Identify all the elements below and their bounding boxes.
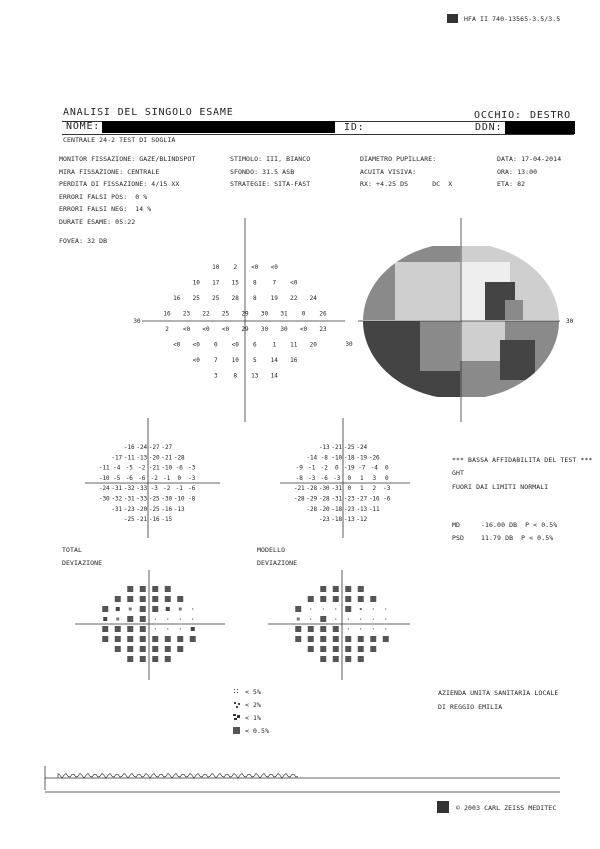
threshold-value: 0 xyxy=(213,341,218,349)
total-dev-value: -6 xyxy=(138,474,146,482)
exam-time: ORA: 13:00 xyxy=(497,168,538,176)
device-code: HFA II 740-13565-3.5/3.5 xyxy=(464,15,561,23)
pattern-dev-value: 0 xyxy=(384,464,389,472)
pattern-dev-value: -19 xyxy=(356,454,368,462)
threshold-value: <0 xyxy=(221,325,230,333)
total-dev-value: -15 xyxy=(161,516,173,524)
pattern-dev-value: -31 xyxy=(331,485,343,493)
false-neg-errors: ERRORI FALSI NEG: 14 % xyxy=(59,205,152,213)
pattern-dev-value: -21 xyxy=(331,443,343,451)
threshold-value: 14 xyxy=(270,372,278,380)
threshold-value: 16 xyxy=(173,294,181,302)
total-dev-value: -25 xyxy=(148,505,160,513)
threshold-value: 29 xyxy=(241,325,249,333)
pattern-dev-value: -28 xyxy=(318,495,330,503)
psd-label: PSD xyxy=(452,534,465,542)
total-dev-value: -32 xyxy=(111,495,123,503)
threshold-value: 30 xyxy=(280,325,288,333)
legend-05: < 0.5% xyxy=(245,727,270,735)
pattern-dev-value: -6 xyxy=(320,474,328,482)
pattern-dev-value: -3 xyxy=(308,474,316,482)
ght-value: FUORI DAI LIMITI NORMALI xyxy=(452,483,549,491)
pattern-dev-value: -6 xyxy=(383,495,391,503)
total-dev-value: -27 xyxy=(148,443,160,451)
total-dev-value: -20 xyxy=(136,505,148,513)
pattern-dev-value: -23 xyxy=(343,505,355,513)
total-dev-value: -16 xyxy=(123,443,135,451)
total-dev-value: -1 xyxy=(163,474,171,482)
legend-5: < 5% xyxy=(245,688,262,696)
threshold-value: 8 xyxy=(233,372,238,380)
total-dev-value: -20 xyxy=(148,454,160,462)
total-dev-value: -17 xyxy=(111,454,123,462)
pattern-dev-value: 0 xyxy=(384,474,389,482)
threshold-value: 1 xyxy=(272,341,277,349)
ght-label: GHT xyxy=(452,469,465,477)
threshold-value: 17 xyxy=(212,279,220,287)
threshold-value: 7 xyxy=(272,279,277,287)
total-dev-value: -5 xyxy=(125,464,133,472)
pattern-dev-value: -28 xyxy=(306,485,318,493)
pattern-dev-value: -18 xyxy=(331,505,343,513)
total-dev-value: -8 xyxy=(188,495,196,503)
strategy: STRATEGIE: SITA-FAST xyxy=(230,180,311,188)
pattern-dev-value: -3 xyxy=(383,485,391,493)
threshold-value: 31 xyxy=(280,310,288,318)
total-dev-value: -10 xyxy=(98,474,110,482)
legend-2: < 2% xyxy=(245,701,262,709)
pattern-dev-value: -8 xyxy=(295,474,303,482)
threshold-value: <0 xyxy=(299,325,308,333)
threshold-value: 10 xyxy=(212,263,220,271)
zeiss-logo-icon xyxy=(437,801,449,813)
total-dev-value: -27 xyxy=(161,443,173,451)
pupil-diameter: DIAMETRO PUPILLARE: xyxy=(360,155,437,163)
pattern-dev-value: -1 xyxy=(308,464,316,472)
total-dev-value: -2 xyxy=(163,485,171,493)
threshold-value: 30 xyxy=(260,325,269,333)
threshold-value: <0 xyxy=(192,356,200,364)
total-dev-value: -24 xyxy=(136,443,148,451)
pattern-dev-value: -9 xyxy=(295,464,303,472)
pattern-dev-value: -24 xyxy=(356,443,368,451)
pattern-dev-value: 0 xyxy=(334,464,339,472)
threshold-value: <0 xyxy=(192,341,200,349)
patient-age: ETA: 82 xyxy=(497,180,526,188)
fixation-target: MIRA FISSAZIONE: CENTRALE xyxy=(59,168,160,176)
threshold-value: 5 xyxy=(252,356,257,364)
pattern-dev-value: -2 xyxy=(320,464,328,472)
pattern-dev-value: -31 xyxy=(331,495,343,503)
total-dev-value: -30 xyxy=(98,495,110,503)
pattern-dev-value: -19 xyxy=(343,464,355,472)
exam-date: DATA: 17-04-2014 xyxy=(497,155,562,163)
total-dev-value: -3 xyxy=(188,464,196,472)
refraction: RX: +4.25 DS DC X xyxy=(360,180,453,188)
pattern-dev-value: -26 xyxy=(368,454,380,462)
pattern-dev-value: 2 xyxy=(372,485,377,493)
total-dev-value: -25 xyxy=(148,495,160,503)
threshold-value: <0 xyxy=(270,263,278,271)
pattern-dev-value: -3 xyxy=(333,474,341,482)
threshold-value: 10 xyxy=(231,356,239,364)
total-dev-value: -31 xyxy=(111,505,123,513)
total-dev-value: -10 xyxy=(161,464,173,472)
total-dev-value: -13 xyxy=(136,454,148,462)
id-label: ID: xyxy=(344,122,365,133)
threshold-axis-label: 30 xyxy=(133,318,141,325)
total-dev-value: -13 xyxy=(173,505,185,513)
pattern-dev-value: -21 xyxy=(293,485,305,493)
pattern-dev-value: -14 xyxy=(306,454,318,462)
copyright: © 2003 CARL ZEISS MEDITEC xyxy=(456,804,557,812)
threshold-value: 2 xyxy=(165,325,169,333)
total-dev-value: -21 xyxy=(148,464,160,472)
total-dev-value: -3 xyxy=(150,485,158,493)
pattern-dev-value: -20 xyxy=(318,505,330,513)
test-duration: DURATE ESAME: 05:22 xyxy=(59,218,136,226)
total-dev-value: -33 xyxy=(136,485,148,493)
pattern-dev-value: -28 xyxy=(293,495,305,503)
total-dev-label-2: DEVIAZIONE xyxy=(62,559,103,567)
threshold-value: <0 xyxy=(182,325,191,333)
threshold-value: 16 xyxy=(163,310,171,318)
threshold-value: 13 xyxy=(251,372,259,380)
legend-1: < 1% xyxy=(245,714,262,722)
total-dev-value: -2 xyxy=(150,474,158,482)
total-dev-value: -1 xyxy=(175,485,183,493)
eye-value: DESTRO xyxy=(530,110,571,121)
pattern-dev-value: -23 xyxy=(343,495,355,503)
pattern-dev-value: -27 xyxy=(356,495,368,503)
total-dev-value: -33 xyxy=(136,495,148,503)
pattern-dev-value: -29 xyxy=(306,495,318,503)
threshold-value: <0 xyxy=(202,325,210,333)
threshold-value: 10 xyxy=(192,279,200,287)
total-dev-value: -10 xyxy=(173,495,185,503)
pattern-dev-value: -25 xyxy=(343,443,355,451)
pattern-dev-value: -13 xyxy=(343,516,355,524)
threshold-value: 2 xyxy=(233,263,238,271)
total-dev-value: -16 xyxy=(148,516,160,524)
threshold-value: 25 xyxy=(192,294,200,302)
threshold-value: 11 xyxy=(290,341,298,349)
total-dev-value: -5 xyxy=(113,474,121,482)
pattern-dev-value: -18 xyxy=(343,454,355,462)
threshold-axis-label: 30 xyxy=(345,341,353,348)
total-dev-value: -2 xyxy=(138,464,146,472)
threshold-value: 15 xyxy=(231,279,239,287)
psd-value: 11.79 DB P < 0.5% xyxy=(481,534,554,542)
total-dev-value: -6 xyxy=(125,474,133,482)
visual-acuity: ACUITA VISIVA: xyxy=(360,168,417,176)
pattern-dev-value: -16 xyxy=(368,495,380,503)
pattern-dev-label-2: DEVIAZIONE xyxy=(257,559,298,567)
total-dev-value: -6 xyxy=(188,485,196,493)
threshold-value: 25 xyxy=(221,310,230,318)
threshold-value: 22 xyxy=(290,294,298,302)
false-pos-errors: ERRORI FALSI POS: 0 % xyxy=(59,193,148,201)
threshold-value: 3 xyxy=(213,372,218,380)
stimulus: STIMOLO: III, BIANCO xyxy=(230,155,311,163)
pattern-dev-value: 1 xyxy=(359,485,364,493)
pattern-dev-label: MODELLO xyxy=(257,546,286,554)
grayscale-axis-label: 30 xyxy=(566,318,574,325)
pattern-dev-value: 0 xyxy=(347,485,352,493)
total-dev-value: -21 xyxy=(136,516,148,524)
threshold-value: 23 xyxy=(319,325,327,333)
total-dev-value: -30 xyxy=(161,495,173,503)
total-dev-value: -11 xyxy=(123,454,135,462)
pattern-dev-value: 3 xyxy=(372,474,377,482)
threshold-value: 26 xyxy=(319,310,327,318)
total-dev-value: -31 xyxy=(111,485,123,493)
eye-label: OCCHIO: xyxy=(474,110,522,121)
total-dev-value: 0 xyxy=(177,474,182,482)
threshold-value: <0 xyxy=(173,341,181,349)
pattern-dev-value: -23 xyxy=(318,516,330,524)
pattern-dev-value: -10 xyxy=(331,454,343,462)
total-dev-value: -31 xyxy=(123,495,135,503)
threshold-value: 14 xyxy=(270,356,278,364)
fixation-losses: PERDITA DI FISSAZIONE: 4/15 XX xyxy=(59,180,180,188)
institution-line-2: DI REGGIO EMILIA xyxy=(438,703,503,711)
ddn-label: DDN: xyxy=(475,122,503,133)
total-dev-label: TOTAL xyxy=(62,546,83,554)
pattern-dev-value: 0 xyxy=(347,474,352,482)
threshold-value: 0 xyxy=(301,310,306,318)
total-dev-value: -28 xyxy=(173,454,185,462)
threshold-value: 29 xyxy=(241,310,249,318)
pattern-dev-value: -11 xyxy=(368,505,380,513)
pattern-dev-value: -28 xyxy=(306,505,318,513)
total-dev-value: -4 xyxy=(113,464,121,472)
threshold-value: 22 xyxy=(202,310,210,318)
total-dev-value: -32 xyxy=(123,485,135,493)
threshold-value: 16 xyxy=(290,356,298,364)
threshold-value: 23 xyxy=(182,310,191,318)
threshold-value: <0 xyxy=(231,341,239,349)
pattern-dev-value: 1 xyxy=(359,474,364,482)
threshold-value: 19 xyxy=(270,294,278,302)
total-dev-value: -3 xyxy=(188,474,196,482)
total-dev-value: -21 xyxy=(161,454,173,462)
total-dev-value: -6 xyxy=(175,464,183,472)
fovea-value: FOVEA: 32 DB xyxy=(59,237,108,245)
total-dev-value: -24 xyxy=(98,485,110,493)
pattern-dev-value: -18 xyxy=(331,516,343,524)
total-dev-value: -16 xyxy=(161,505,173,513)
threshold-value: 7 xyxy=(213,356,218,364)
threshold-value: 20 xyxy=(309,341,317,349)
pattern-dev-value: -7 xyxy=(358,464,366,472)
threshold-value: 24 xyxy=(309,294,317,302)
pattern-dev-value: -4 xyxy=(370,464,378,472)
threshold-value: 28 xyxy=(231,294,239,302)
background: SFONDO: 31.5 ASB xyxy=(230,168,295,176)
threshold-value: 6 xyxy=(252,341,257,349)
report-title: ANALISI DEL SINGOLO ESAME xyxy=(63,107,234,118)
reliability-warning: *** BASSA AFFIDABILITA DEL TEST *** xyxy=(452,456,593,464)
md-label: MD xyxy=(452,521,461,529)
pattern-dev-value: -13 xyxy=(356,505,368,513)
pattern-dev-value: -8 xyxy=(320,454,328,462)
institution-line-1: AZIENDA UNITA SANITARIA LOCALE xyxy=(438,689,559,697)
md-value: -16.00 DB P < 0.5% xyxy=(481,521,558,529)
total-dev-value: -11 xyxy=(98,464,110,472)
threshold-value: <0 xyxy=(290,279,298,287)
threshold-value: <0 xyxy=(251,263,259,271)
pattern-dev-value: -30 xyxy=(318,485,330,493)
name-label: NOME: xyxy=(66,121,101,132)
threshold-value: 25 xyxy=(212,294,220,302)
threshold-value: 30 xyxy=(260,310,269,318)
pattern-dev-value: -13 xyxy=(318,443,330,451)
fixation-monitor: MONITOR FISSAZIONE: GAZE/BLINDSPOT xyxy=(59,155,196,163)
test-name: CENTRALE 24-2 TEST DI SOGLIA xyxy=(63,136,176,144)
total-dev-value: -23 xyxy=(123,505,135,513)
threshold-value: 8 xyxy=(252,294,257,302)
pattern-dev-value: -12 xyxy=(356,516,368,524)
total-dev-value: -25 xyxy=(123,516,135,524)
threshold-value: 8 xyxy=(252,279,257,287)
